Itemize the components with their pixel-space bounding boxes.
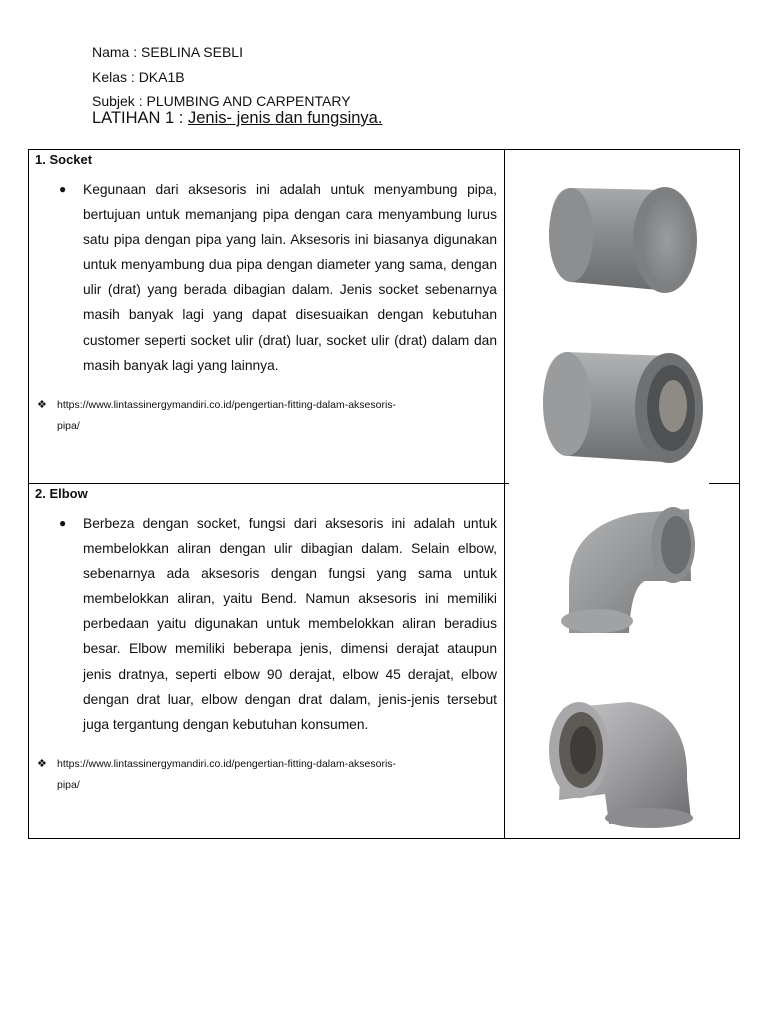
socket-reference-link[interactable]: https://www.lintassinergymandiri.co.id/pengertian-fitting-dalam-aksesoris- <box>57 398 397 411</box>
title-prefix: LATIHAN 1 : <box>92 109 188 127</box>
diamond-bullet-icon: ❖ <box>37 757 47 770</box>
elbow-text: Berbeza dengan socket, fungsi dari aksesoris ini adalah untuk membelokkan aliran dengan ulir dibagian dalam. Selain elbow, sebenarnya ada aksesoris dengan fungsi yang sama untuk membelokkan aliran, yaitu Bend. Namun aksesoris ini memiliki perbedaan yaitu digunakan untuk membelokkan aliran beradius besar. Elbow memiliki beberapa jenis, dimensi derajat ataupun jenis dratnya, seperti elbow 90 derajat, elbow 45 derajat, elbow dengan drat luar, elbow dengan drat dalam, jenis-jenis tersebut juga tergantung dengan kebutuhan konsumen. <box>83 516 497 732</box>
column-divider <box>504 150 505 838</box>
diamond-bullet-icon: ❖ <box>37 398 47 411</box>
content-table <box>28 149 740 839</box>
socket-reference-link-cont[interactable]: pipa/ <box>57 419 80 432</box>
bullet-dot-icon: ● <box>59 516 67 530</box>
steel-elbow-image <box>539 690 699 830</box>
title-underlined: Jenis- jenis dan fungsinya. <box>187 109 383 127</box>
student-class: Kelas : DKA1B <box>92 68 185 85</box>
document-header <box>92 40 351 114</box>
elbow-heading: 2. Elbow <box>35 486 88 501</box>
pvc-socket-image <box>541 178 701 300</box>
page-title <box>92 109 382 128</box>
pvc-socket-front-image <box>537 340 709 466</box>
bullet-dot-icon: ● <box>59 182 67 196</box>
socket-description <box>59 177 497 378</box>
elbow-cell <box>35 484 497 796</box>
pvc-elbow-image <box>549 495 699 635</box>
subject: Subjek : PLUMBING AND CARPENTARY <box>92 93 351 109</box>
socket-reference <box>37 395 497 437</box>
socket-text: Kegunaan dari aksesoris ini adalah untuk menyambung pipa, bertujuan untuk memanjang pipa dengan cara menyambung lurus satu pipa dengan pipa yang lain. Aksesoris ini biasanya digunakan untuk menyambung dua pipa dengan diameter yang sama, dengan ulir (drat) yang berada dibagian dalam. Jenis socket sebenarnya masih banyak lagi yang dapat disesuaikan dengan kebutuhan customer seperti socket ulir (drat) luar, socket ulir (drat) dalam dan masih banyak lagi yang lainnya. <box>83 182 497 373</box>
elbow-reference-link-cont[interactable]: pipa/ <box>57 778 80 791</box>
elbow-description <box>59 511 497 737</box>
socket-heading: 1. Socket <box>35 152 93 167</box>
elbow-reference <box>37 754 497 796</box>
student-name: Nama : SEBLINA SEBLI <box>92 44 243 60</box>
socket-cell <box>35 150 497 437</box>
elbow-reference-link[interactable]: https://www.lintassinergymandiri.co.id/pengertian-fitting-dalam-aksesoris- <box>57 757 397 770</box>
row-divider-right <box>709 483 740 484</box>
